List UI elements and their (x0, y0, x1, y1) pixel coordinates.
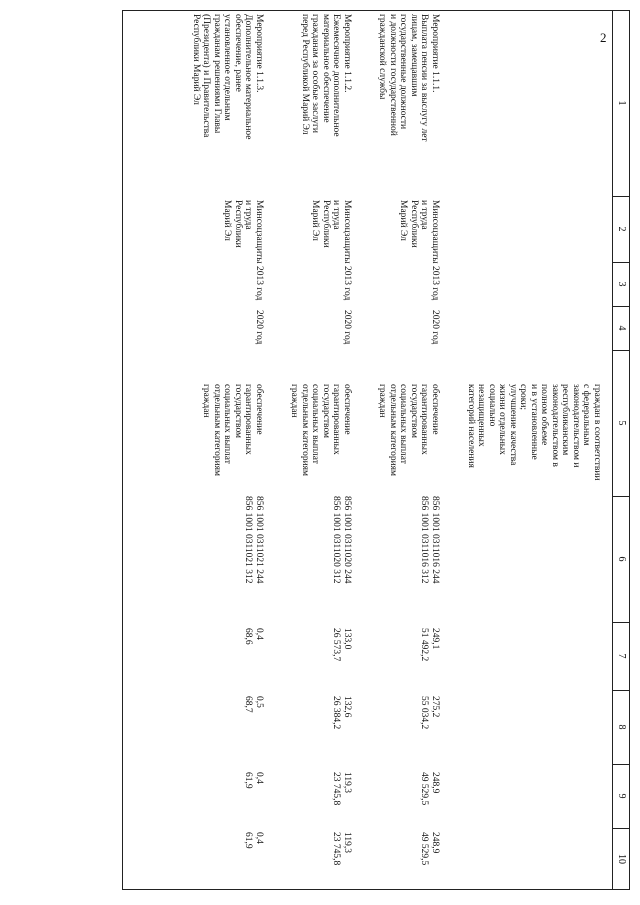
column-header-10: 10 (616, 854, 627, 864)
column-divider (612, 350, 630, 351)
text-line: 68,6 (243, 628, 254, 645)
text-line: категорий населения (466, 384, 476, 468)
text-line: 51 492,2 (419, 628, 430, 662)
text-line: Мероприятие 1.1.1. (430, 14, 440, 93)
text-line: 0,4 (254, 832, 264, 844)
value-col-8 (331, 696, 352, 756)
start-year: 2013 год (430, 266, 440, 301)
text-line: и труда (419, 200, 430, 230)
column-header-1: 1 (616, 100, 627, 106)
text-line: государством (233, 384, 243, 439)
text-line: Марий Эл (398, 200, 409, 241)
expected-result (377, 384, 440, 496)
end-year: 2020 год (430, 310, 440, 345)
value-col-7 (331, 628, 352, 686)
continuation-goal-text (466, 384, 603, 496)
text-line: 275,2 (430, 696, 440, 718)
text-line: отдельным категориям (212, 384, 222, 477)
text-line: 856 1001 0311016 244 (430, 496, 440, 584)
text-line: государством (409, 384, 419, 439)
text-line: законодательством в (550, 384, 560, 467)
text-line: 856 1001 0311020 312 (331, 496, 342, 584)
text-line: лицам, замещавшим (409, 14, 419, 97)
start-year: 2013 год (254, 266, 264, 301)
value-col-8 (419, 696, 440, 756)
column-header-4: 4 (616, 325, 627, 331)
text-line: Республики (233, 200, 243, 248)
text-line: 248,9 (430, 772, 440, 794)
text-line: Мероприятие 1.1.2. (342, 14, 352, 93)
text-line: 856 1001 0311016 312 (419, 496, 430, 584)
text-line: Выплата пенсии за выслугу лет (419, 14, 430, 142)
text-line: и труда (243, 200, 254, 230)
text-line: 856 1001 0311020 244 (342, 496, 352, 584)
text-line: 248,9 (430, 832, 440, 854)
responsible-executor (222, 200, 264, 264)
text-line: 249,1 (430, 628, 440, 650)
column-divider (612, 690, 630, 691)
column-divider (612, 306, 630, 307)
responsible-executor (398, 200, 440, 264)
text-line: гарантированных (419, 384, 430, 455)
text-line: 49 529,5 (419, 832, 430, 866)
text-line: Дополнительное материальное (243, 14, 254, 140)
text-line: Марий Эл (310, 200, 321, 241)
text-line: 23 745,8 (331, 832, 342, 866)
text-line: улучшение качества (508, 384, 518, 466)
column-header-3: 3 (616, 281, 627, 287)
text-line: Минсоцзащиты (342, 200, 352, 264)
column-divider (612, 828, 630, 829)
text-line: 132,6 (342, 696, 352, 718)
text-line: обеспечение (254, 384, 264, 435)
column-header-9: 9 (616, 793, 627, 799)
text-line: отдельным категориям (388, 384, 398, 477)
column-number-header (612, 10, 630, 890)
text-line: Республики Марий Эл (191, 14, 201, 105)
value-col-10 (331, 832, 352, 884)
budget-code (243, 496, 264, 618)
text-line: гражданам за особые заслуги (310, 14, 321, 133)
text-line: отдельным категориям (300, 384, 310, 477)
text-line: Марий Эл (222, 200, 233, 241)
budget-code (331, 496, 352, 618)
page-number: 2 (600, 30, 607, 45)
text-line: Республики (409, 200, 419, 248)
column-divider (612, 622, 630, 623)
expected-result (201, 384, 264, 496)
measure-name (300, 14, 353, 192)
end-year: 2020 год (254, 310, 264, 345)
value-col-9 (331, 772, 352, 824)
value-col-10 (243, 832, 264, 884)
text-line: 68,7 (243, 696, 254, 713)
text-line: государством (321, 384, 331, 439)
value-col-9 (243, 772, 264, 824)
text-line: 26 573,7 (331, 628, 342, 662)
text-line: граждан (377, 384, 388, 418)
value-col-10 (419, 832, 440, 884)
responsible-executor (310, 200, 352, 264)
column-header-7: 7 (616, 653, 627, 659)
column-header-2: 2 (616, 226, 627, 232)
column-divider (612, 496, 630, 497)
text-line: граждан (201, 384, 212, 418)
value-col-8 (243, 696, 264, 756)
text-line: 119,3 (342, 772, 352, 794)
text-line: обеспечение (430, 384, 440, 435)
start-year: 2013 год (342, 266, 352, 301)
text-line: Минсоцзащиты (430, 200, 440, 264)
text-line: гражданской службы (377, 14, 388, 100)
text-line: 856 1001 0311021 312 (243, 496, 254, 584)
text-line: установленное отдельным (222, 14, 233, 121)
text-line: сроки; (518, 384, 529, 411)
text-line: граждан (289, 384, 300, 418)
text-line: социальных выплат (310, 384, 321, 464)
text-line: 0,4 (254, 772, 264, 784)
text-line: 26 384,2 (331, 696, 342, 730)
column-divider (612, 196, 630, 197)
column-header-6: 6 (616, 556, 627, 562)
text-line: гражданам решениями Главы (212, 14, 222, 134)
text-line: 23 745,8 (331, 772, 342, 806)
text-line: граждан в соответствии (592, 384, 602, 481)
text-line: и в установленные (529, 384, 539, 460)
text-line: перед Республикой Марий Эл (300, 14, 310, 135)
budget-code (419, 496, 440, 618)
end-year: 2020 год (342, 310, 352, 345)
text-line: 0,5 (254, 696, 264, 708)
text-line: гарантированных (331, 384, 342, 455)
text-line: социальных выплат (398, 384, 409, 464)
text-line: Республики (321, 200, 331, 248)
text-line: 61,9 (243, 832, 254, 849)
value-col-7 (419, 628, 440, 686)
text-line: 0,4 (254, 628, 264, 640)
text-line: социальных выплат (222, 384, 233, 464)
text-line: гарантированных (243, 384, 254, 455)
expected-result (289, 384, 352, 496)
text-line: и должности государственной (388, 14, 398, 136)
text-line: 49 529,5 (419, 772, 430, 806)
program-table (122, 10, 630, 890)
text-line: 119,3 (342, 832, 352, 854)
column-divider (612, 262, 630, 263)
value-col-7 (243, 628, 264, 686)
text-line: и труда (331, 200, 342, 230)
value-col-9 (419, 772, 440, 824)
column-divider (612, 764, 630, 765)
text-line: незащищенных (476, 384, 487, 447)
text-line: государственные должности (398, 14, 409, 130)
text-line: обеспечение (342, 384, 352, 435)
column-header-8: 8 (616, 724, 627, 730)
text-line: материальное обеспечение (321, 14, 331, 123)
text-line: 61,9 (243, 772, 254, 789)
text-line: Ежемесячное дополнительное (331, 14, 342, 137)
text-line: социально (487, 384, 497, 427)
text-line: Минсоцзащиты (254, 200, 264, 264)
text-line: (Президента) и Правительства (201, 14, 212, 138)
measure-name (191, 14, 265, 192)
text-line: Мероприятие 1.1.3. (254, 14, 264, 93)
text-line: республиканским (560, 384, 571, 456)
text-line: 133,0 (342, 628, 352, 650)
column-header-5: 5 (616, 420, 627, 426)
text-line: 856 1001 0311021 244 (254, 496, 264, 584)
text-line: полном объеме (539, 384, 550, 446)
text-line: 55 034,2 (419, 696, 430, 730)
text-line: с федеральным (581, 384, 592, 446)
text-line: жизни отдельных (497, 384, 508, 455)
text-line: законодательством и (571, 384, 581, 468)
measure-name (377, 14, 440, 192)
text-line: обеспечение, ранее (233, 14, 243, 92)
